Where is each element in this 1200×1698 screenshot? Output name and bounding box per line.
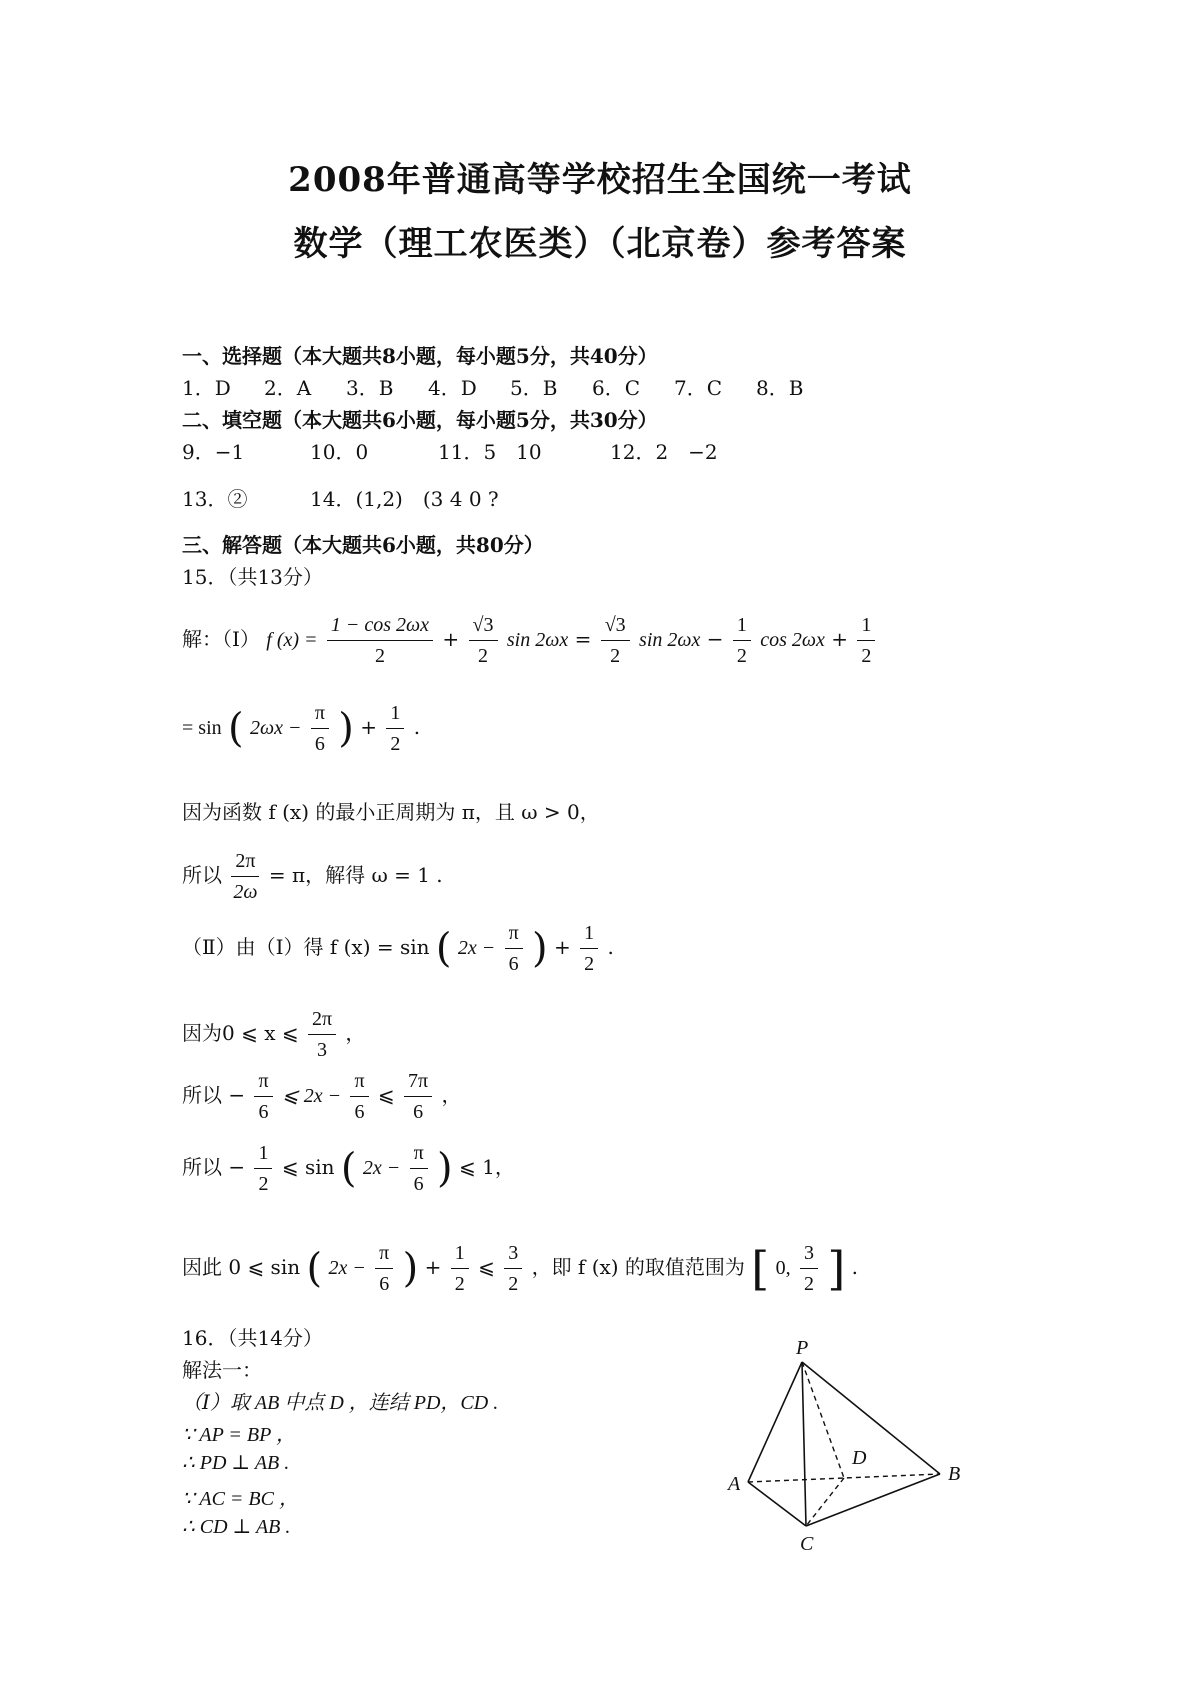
q15-ineq-1: 所以 − $\frac{\pi}{6}$ ⩽ 2x − $\frac{\pi}{6}$ ⩽ $\frac{7\pi}{6}$ ， (182, 1070, 462, 1123)
fraction: $\frac{1}{2}$ (733, 612, 751, 669)
q16-step: （Ⅰ）取 AB 中点 D ，连结 PD，CD . (182, 1392, 499, 1414)
q16-step: ∴ PD ⊥ AB . (182, 1452, 290, 1474)
label-d: D (852, 1447, 867, 1469)
fraction: $\frac{2\pi}{2\omega}$ (233, 850, 258, 903)
q15-header: 15．（共13分） (182, 565, 323, 589)
fraction: $\frac{1}{2}$ (857, 612, 875, 669)
label-p: P (796, 1340, 809, 1359)
answer-item: 13．② (182, 487, 248, 511)
answer-item: 6．C (592, 376, 641, 400)
section2-row2 (182, 483, 510, 512)
fraction: $\frac{1}{2}$ (451, 1240, 469, 1297)
answer-item: 10．0 (310, 440, 369, 464)
q15-fx: f (x) = (266, 629, 318, 651)
fraction: $\frac{\pi}{6}$ (311, 700, 329, 757)
section2-row1 (182, 436, 750, 465)
q16-step: ∴ CD ⊥ AB . (182, 1516, 291, 1538)
label-a: A (728, 1473, 741, 1495)
page-title: 2008年普通高等学校招生全国统一考试 (288, 160, 912, 200)
section3-heading: 三、解答题（本大题共6小题，共80分） (182, 533, 544, 557)
q16-step: ∵ AC = BC ， (182, 1488, 299, 1510)
q15-range-x: 因为0 ⩽ x ⩽ $\frac{2\pi}{3}$ ， (182, 1008, 366, 1061)
fraction: $\frac{√3}{2}$ (601, 612, 630, 669)
answer-item: 5．B (510, 376, 558, 400)
fraction: $\frac{√3}{2}$ (469, 612, 498, 669)
q16-header: 16．（共14分） (182, 1326, 323, 1350)
tetrahedron-diagram (700, 1340, 990, 1560)
edge-pa (748, 1362, 802, 1482)
q15-ineq-2: 所以 − $\frac{1}{2}$ ⩽ sin ( 2x − $\frac{\pi}{6}$ ) ⩽ 1， (182, 1142, 515, 1195)
answer-item: 9．−1 (182, 440, 245, 464)
fraction: $\frac{\pi}{6}$ (350, 1068, 368, 1125)
fraction: $\frac{1 - \cos 2\omega x}{2}$ (327, 612, 433, 669)
fraction: $\frac{1}{2}$ (254, 1140, 272, 1197)
q16-step: ∵ AP = BP ， (182, 1424, 297, 1446)
fraction: $\frac{1}{2}$ (580, 920, 598, 977)
answer-item: 7．C (674, 376, 723, 400)
section1-answers (182, 372, 838, 401)
fraction: $\frac{1}{2}$ (386, 700, 404, 757)
answer-item: 8．B (756, 376, 804, 400)
fraction: $\frac{3}{2}$ (504, 1240, 522, 1297)
q15-part2: （Ⅱ）由（Ⅰ）得 f (x) = sin ( 2x − $\frac{\pi}{6}$ ) + $\frac{1}{2}$ . (182, 922, 614, 975)
q15-final: 因此 0 ⩽ sin ( 2x − $\frac{\pi}{6}$ ) + $\frac{1}{2}$ ⩽ $\frac{3}{2}$ ，即 f (x) 的取值范围为 [ 0, $\frac{3}{2}$ ] . (182, 1241, 858, 1296)
edge-pb (802, 1362, 940, 1474)
fraction: $\frac{\pi}{6}$ (505, 920, 523, 977)
answer-item: 11．5 10 (438, 440, 542, 464)
label-c: C (800, 1533, 814, 1555)
section1-heading: 一、选择题（本大题共8小题，每小题5分，共40分） (182, 344, 658, 368)
page-subtitle: 数学（理工农医类）（北京卷）参考答案 (293, 224, 907, 264)
fraction: $\frac{\pi}{6}$ (410, 1140, 428, 1197)
q15-formula-2: = sin ( 2ωx − $\frac{\pi}{6}$ ) + $\frac{1}{2}$ . (182, 702, 421, 755)
fraction: $\frac{\pi}{6}$ (254, 1068, 272, 1125)
answer-item: 3．B (346, 376, 394, 400)
fraction: $\frac{\pi}{6}$ (375, 1240, 393, 1297)
fraction: $\frac{7\pi}{6}$ (404, 1068, 432, 1125)
q15-formula-1: 解：（Ⅰ） f (x) = $\frac{1 - \cos 2\omega x}{2}$ + $\frac{√3}{2}$ sin 2ωx = $\frac{√3}{2}$ sin 2ωx − $\frac{1}{2}$ cos 2ωx + $\frac{1}{2}$ (182, 612, 878, 669)
q15-sol-prefix: 解：（Ⅰ） (182, 627, 260, 651)
answer-item: 2．A (264, 376, 312, 400)
section2-heading: 二、填空题（本大题共6小题，每小题5分，共30分） (182, 408, 658, 432)
label-b: B (948, 1463, 961, 1485)
fraction: $\frac{3}{2}$ (800, 1240, 818, 1297)
edge-ac (748, 1482, 806, 1526)
fraction: $\frac{2\pi}{3}$ (308, 1006, 336, 1063)
edge-pc (802, 1362, 806, 1526)
answer-item: 4．D (428, 376, 477, 400)
q16-method: 解法一： (182, 1358, 262, 1382)
q15-solve-omega: 所以 $\frac{2\pi}{2\omega}$ = π，解得 ω = 1 . (182, 850, 443, 903)
answer-item: 12．2 −2 (610, 440, 718, 464)
answer-item: 1．D (182, 376, 231, 400)
answer-item: 14．(1,2) (3 4 0 ? (310, 487, 499, 511)
q15-period-text: 因为函数 f (x) 的最小正周期为 π，且 ω > 0， (182, 800, 600, 824)
